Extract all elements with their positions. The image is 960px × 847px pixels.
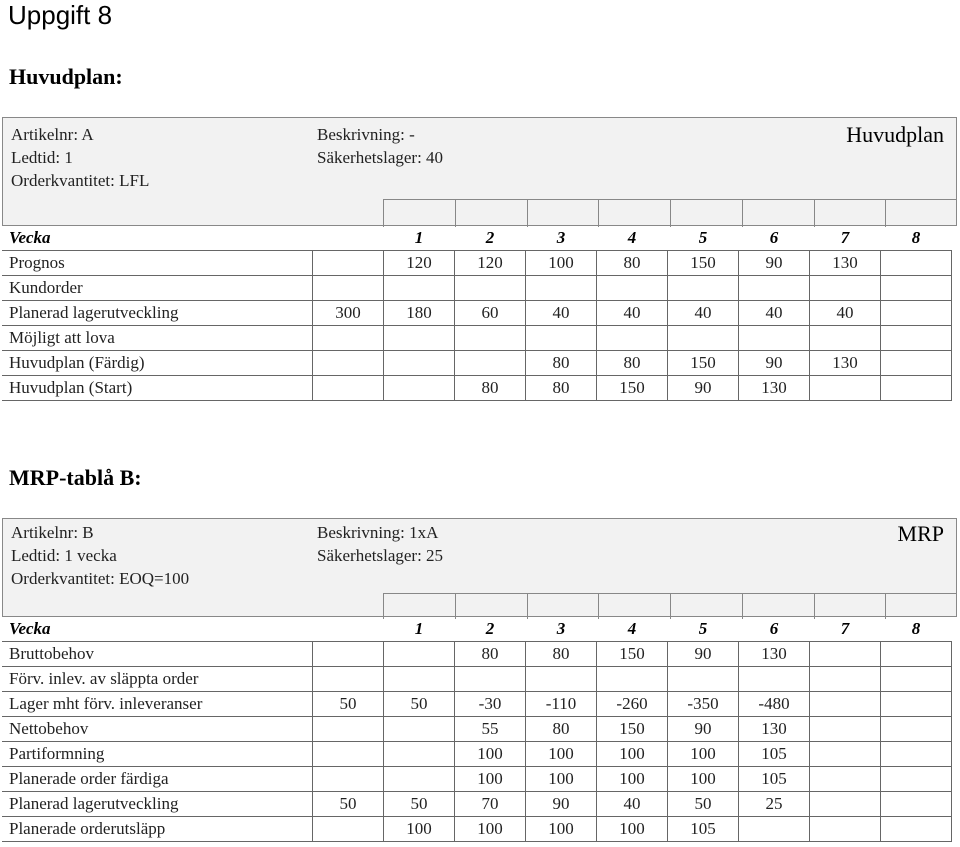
- cell-value: 55: [455, 717, 526, 742]
- week-number: 2: [485, 228, 495, 247]
- cell-value: [668, 667, 739, 692]
- cell-value: 130: [739, 642, 810, 667]
- cell-value: [384, 717, 455, 742]
- week-number: 6: [769, 228, 779, 247]
- week-number: 4: [627, 228, 637, 247]
- section-heading-huvudplan: Huvudplan:: [9, 64, 123, 89]
- cell-value: [455, 276, 526, 301]
- cell-value: [526, 326, 597, 351]
- cell-value: 120: [455, 251, 526, 276]
- description-info: [317, 521, 443, 567]
- cell-value: [384, 767, 455, 792]
- cell-value: [881, 667, 952, 692]
- article-number: Artikelnr: A: [11, 125, 94, 144]
- row-label: Planerade orderutsläpp: [2, 817, 313, 842]
- cell-value: [739, 276, 810, 301]
- cell-value: 150: [597, 717, 668, 742]
- start-value: 300: [313, 301, 384, 326]
- start-value: [313, 351, 384, 376]
- cell-value: 150: [668, 251, 739, 276]
- cell-value: 60: [455, 301, 526, 326]
- start-value: [313, 667, 384, 692]
- table-row: [2, 742, 952, 767]
- row-label: Partiformning: [2, 742, 313, 767]
- row-label: Lager mht förv. inleveranser: [2, 692, 313, 717]
- cell-value: 100: [526, 767, 597, 792]
- cell-value: [384, 742, 455, 767]
- cell-value: [881, 326, 952, 351]
- week-number: 3: [556, 228, 566, 247]
- week-number: 8: [911, 619, 921, 638]
- cell-value: 50: [668, 792, 739, 817]
- description: Beskrivning: -: [317, 125, 415, 144]
- cell-value: [668, 276, 739, 301]
- cell-value: [739, 326, 810, 351]
- cell-value: 40: [597, 301, 668, 326]
- week-number: 3: [556, 619, 566, 638]
- cell-value: 100: [597, 817, 668, 842]
- cell-value: 90: [668, 717, 739, 742]
- cell-value: [810, 817, 881, 842]
- cell-value: [597, 276, 668, 301]
- start-value: [313, 276, 384, 301]
- cell-value: 40: [739, 301, 810, 326]
- cell-value: [810, 767, 881, 792]
- table-row: [2, 351, 952, 376]
- cell-value: [526, 667, 597, 692]
- row-label: Möjligt att lova: [2, 326, 313, 351]
- cell-value: [881, 817, 952, 842]
- week-number: 7: [840, 619, 850, 638]
- table-row: [2, 717, 952, 742]
- week-number: 5: [698, 619, 708, 638]
- cell-value: [810, 667, 881, 692]
- lead-time: Ledtid: 1 vecka: [11, 546, 117, 565]
- cell-value: [810, 692, 881, 717]
- cell-value: [455, 667, 526, 692]
- cell-value: 90: [739, 251, 810, 276]
- cell-value: 100: [526, 742, 597, 767]
- start-value: [313, 817, 384, 842]
- cell-value: [810, 376, 881, 401]
- week-number: 8: [911, 228, 921, 247]
- table-row: [2, 301, 952, 326]
- row-label: Huvudplan (Start): [2, 376, 313, 401]
- table-row: [2, 692, 952, 717]
- cell-value: 40: [810, 301, 881, 326]
- cell-value: [881, 717, 952, 742]
- cell-value: [384, 642, 455, 667]
- cell-value: 150: [597, 642, 668, 667]
- description: Beskrivning: 1xA: [317, 523, 439, 542]
- cell-value: 80: [597, 351, 668, 376]
- week-number: 5: [698, 228, 708, 247]
- row-label: Bruttobehov: [2, 642, 313, 667]
- cell-value: 40: [597, 792, 668, 817]
- lead-time: Ledtid: 1: [11, 148, 73, 167]
- cell-value: 130: [810, 251, 881, 276]
- article-number: Artikelnr: B: [11, 523, 94, 542]
- header-box-mrp: [2, 518, 957, 617]
- cell-value: [810, 326, 881, 351]
- cell-value: [739, 817, 810, 842]
- cell-value: [881, 792, 952, 817]
- cell-value: [881, 692, 952, 717]
- week-number: 6: [769, 619, 779, 638]
- cell-value: 130: [739, 717, 810, 742]
- start-value: [313, 251, 384, 276]
- cell-value: 80: [526, 376, 597, 401]
- cell-value: 180: [384, 301, 455, 326]
- table-row: [2, 767, 952, 792]
- cell-value: 40: [526, 301, 597, 326]
- cell-value: [881, 351, 952, 376]
- cell-value: 120: [384, 251, 455, 276]
- cell-value: [881, 642, 952, 667]
- header-box-huvudplan: [2, 117, 957, 226]
- order-quantity: Orderkvantitet: EOQ=100: [11, 569, 190, 588]
- cell-value: [384, 276, 455, 301]
- week-label: Vecka: [9, 228, 51, 247]
- row-label: Förv. inlev. av släppta order: [2, 667, 313, 692]
- cell-value: [597, 667, 668, 692]
- cell-value: 100: [668, 767, 739, 792]
- start-value: [313, 717, 384, 742]
- week-number: 1: [414, 619, 424, 638]
- cell-value: 90: [739, 351, 810, 376]
- order-quantity: Orderkvantitet: LFL: [11, 171, 150, 190]
- cell-value: 50: [384, 792, 455, 817]
- cell-value: 100: [597, 742, 668, 767]
- table-row: [2, 276, 952, 301]
- cell-value: -30: [455, 692, 526, 717]
- section-heading-mrp: MRP-tablå B:: [9, 465, 142, 490]
- cell-value: 80: [526, 351, 597, 376]
- cell-value: [881, 376, 952, 401]
- cell-value: -110: [526, 692, 597, 717]
- start-value: [313, 642, 384, 667]
- header-week-strip: [383, 593, 957, 619]
- cell-value: 150: [668, 351, 739, 376]
- cell-value: [526, 276, 597, 301]
- cell-value: -350: [668, 692, 739, 717]
- cell-value: 80: [455, 642, 526, 667]
- table-row: [2, 817, 952, 842]
- cell-value: 80: [526, 642, 597, 667]
- start-value: 50: [313, 792, 384, 817]
- cell-value: [384, 326, 455, 351]
- start-value: [313, 767, 384, 792]
- cell-value: 100: [384, 817, 455, 842]
- week-start-cell: [313, 617, 384, 642]
- week-number: 7: [840, 228, 850, 247]
- cell-value: 90: [668, 376, 739, 401]
- cell-value: -480: [739, 692, 810, 717]
- cell-value: [810, 642, 881, 667]
- start-value: [313, 376, 384, 401]
- cell-value: [881, 251, 952, 276]
- cell-value: [455, 326, 526, 351]
- cell-value: 70: [455, 792, 526, 817]
- cell-value: [810, 742, 881, 767]
- cell-value: 90: [668, 642, 739, 667]
- table-row: [2, 667, 952, 692]
- cell-value: [739, 667, 810, 692]
- article-info: [11, 123, 149, 192]
- table-row: [2, 376, 952, 401]
- cell-value: 80: [597, 251, 668, 276]
- cell-value: 80: [526, 717, 597, 742]
- cell-value: 100: [526, 817, 597, 842]
- cell-value: 105: [668, 817, 739, 842]
- week-label: Vecka: [9, 619, 51, 638]
- cell-value: 105: [739, 767, 810, 792]
- cell-value: [384, 667, 455, 692]
- cell-value: 25: [739, 792, 810, 817]
- week-header-row: [2, 617, 952, 642]
- cell-value: [881, 767, 952, 792]
- page-title: Uppgift 8: [8, 0, 113, 30]
- cell-value: 105: [739, 742, 810, 767]
- cell-value: 100: [455, 767, 526, 792]
- start-value: [313, 326, 384, 351]
- row-label: Prognos: [2, 251, 313, 276]
- week-number: 4: [627, 619, 637, 638]
- cell-value: [810, 792, 881, 817]
- table-row: [2, 251, 952, 276]
- cell-value: 130: [739, 376, 810, 401]
- cell-value: 100: [526, 251, 597, 276]
- week-header-row: [2, 226, 952, 251]
- week-start-cell: [313, 226, 384, 251]
- cell-value: 90: [526, 792, 597, 817]
- cell-value: 130: [810, 351, 881, 376]
- article-info: [11, 521, 189, 590]
- table-row: [2, 792, 952, 817]
- description-info: [317, 123, 443, 169]
- row-label: Planerad lagerutveckling: [2, 301, 313, 326]
- table-row: [2, 326, 952, 351]
- cell-value: 100: [455, 817, 526, 842]
- table-row: [2, 642, 952, 667]
- start-value: [313, 742, 384, 767]
- cell-value: [597, 326, 668, 351]
- row-label: Nettobehov: [2, 717, 313, 742]
- huvudplan-table: [2, 226, 952, 401]
- row-label: Planerade order färdiga: [2, 767, 313, 792]
- start-value: 50: [313, 692, 384, 717]
- cell-value: [881, 742, 952, 767]
- cell-value: 150: [597, 376, 668, 401]
- plan-type: MRP: [897, 521, 944, 546]
- cell-value: [668, 326, 739, 351]
- safety-stock: Säkerhetslager: 40: [317, 148, 444, 167]
- week-number: 2: [485, 619, 495, 638]
- row-label: Planerad lagerutveckling: [2, 792, 313, 817]
- cell-value: [881, 276, 952, 301]
- header-week-strip: [383, 199, 957, 227]
- cell-value: 100: [668, 742, 739, 767]
- safety-stock: Säkerhetslager: 25: [317, 546, 444, 565]
- row-label: Huvudplan (Färdig): [2, 351, 313, 376]
- cell-value: 100: [597, 767, 668, 792]
- cell-value: 80: [455, 376, 526, 401]
- cell-value: 40: [668, 301, 739, 326]
- cell-value: [455, 351, 526, 376]
- cell-value: [810, 717, 881, 742]
- week-number: 1: [414, 228, 424, 247]
- plan-type: Huvudplan: [846, 122, 944, 147]
- cell-value: [384, 351, 455, 376]
- cell-value: [881, 301, 952, 326]
- mrp-table: [2, 617, 952, 842]
- cell-value: 100: [455, 742, 526, 767]
- row-label: Kundorder: [2, 276, 313, 301]
- cell-value: 50: [384, 692, 455, 717]
- cell-value: [384, 376, 455, 401]
- cell-value: [810, 276, 881, 301]
- cell-value: -260: [597, 692, 668, 717]
